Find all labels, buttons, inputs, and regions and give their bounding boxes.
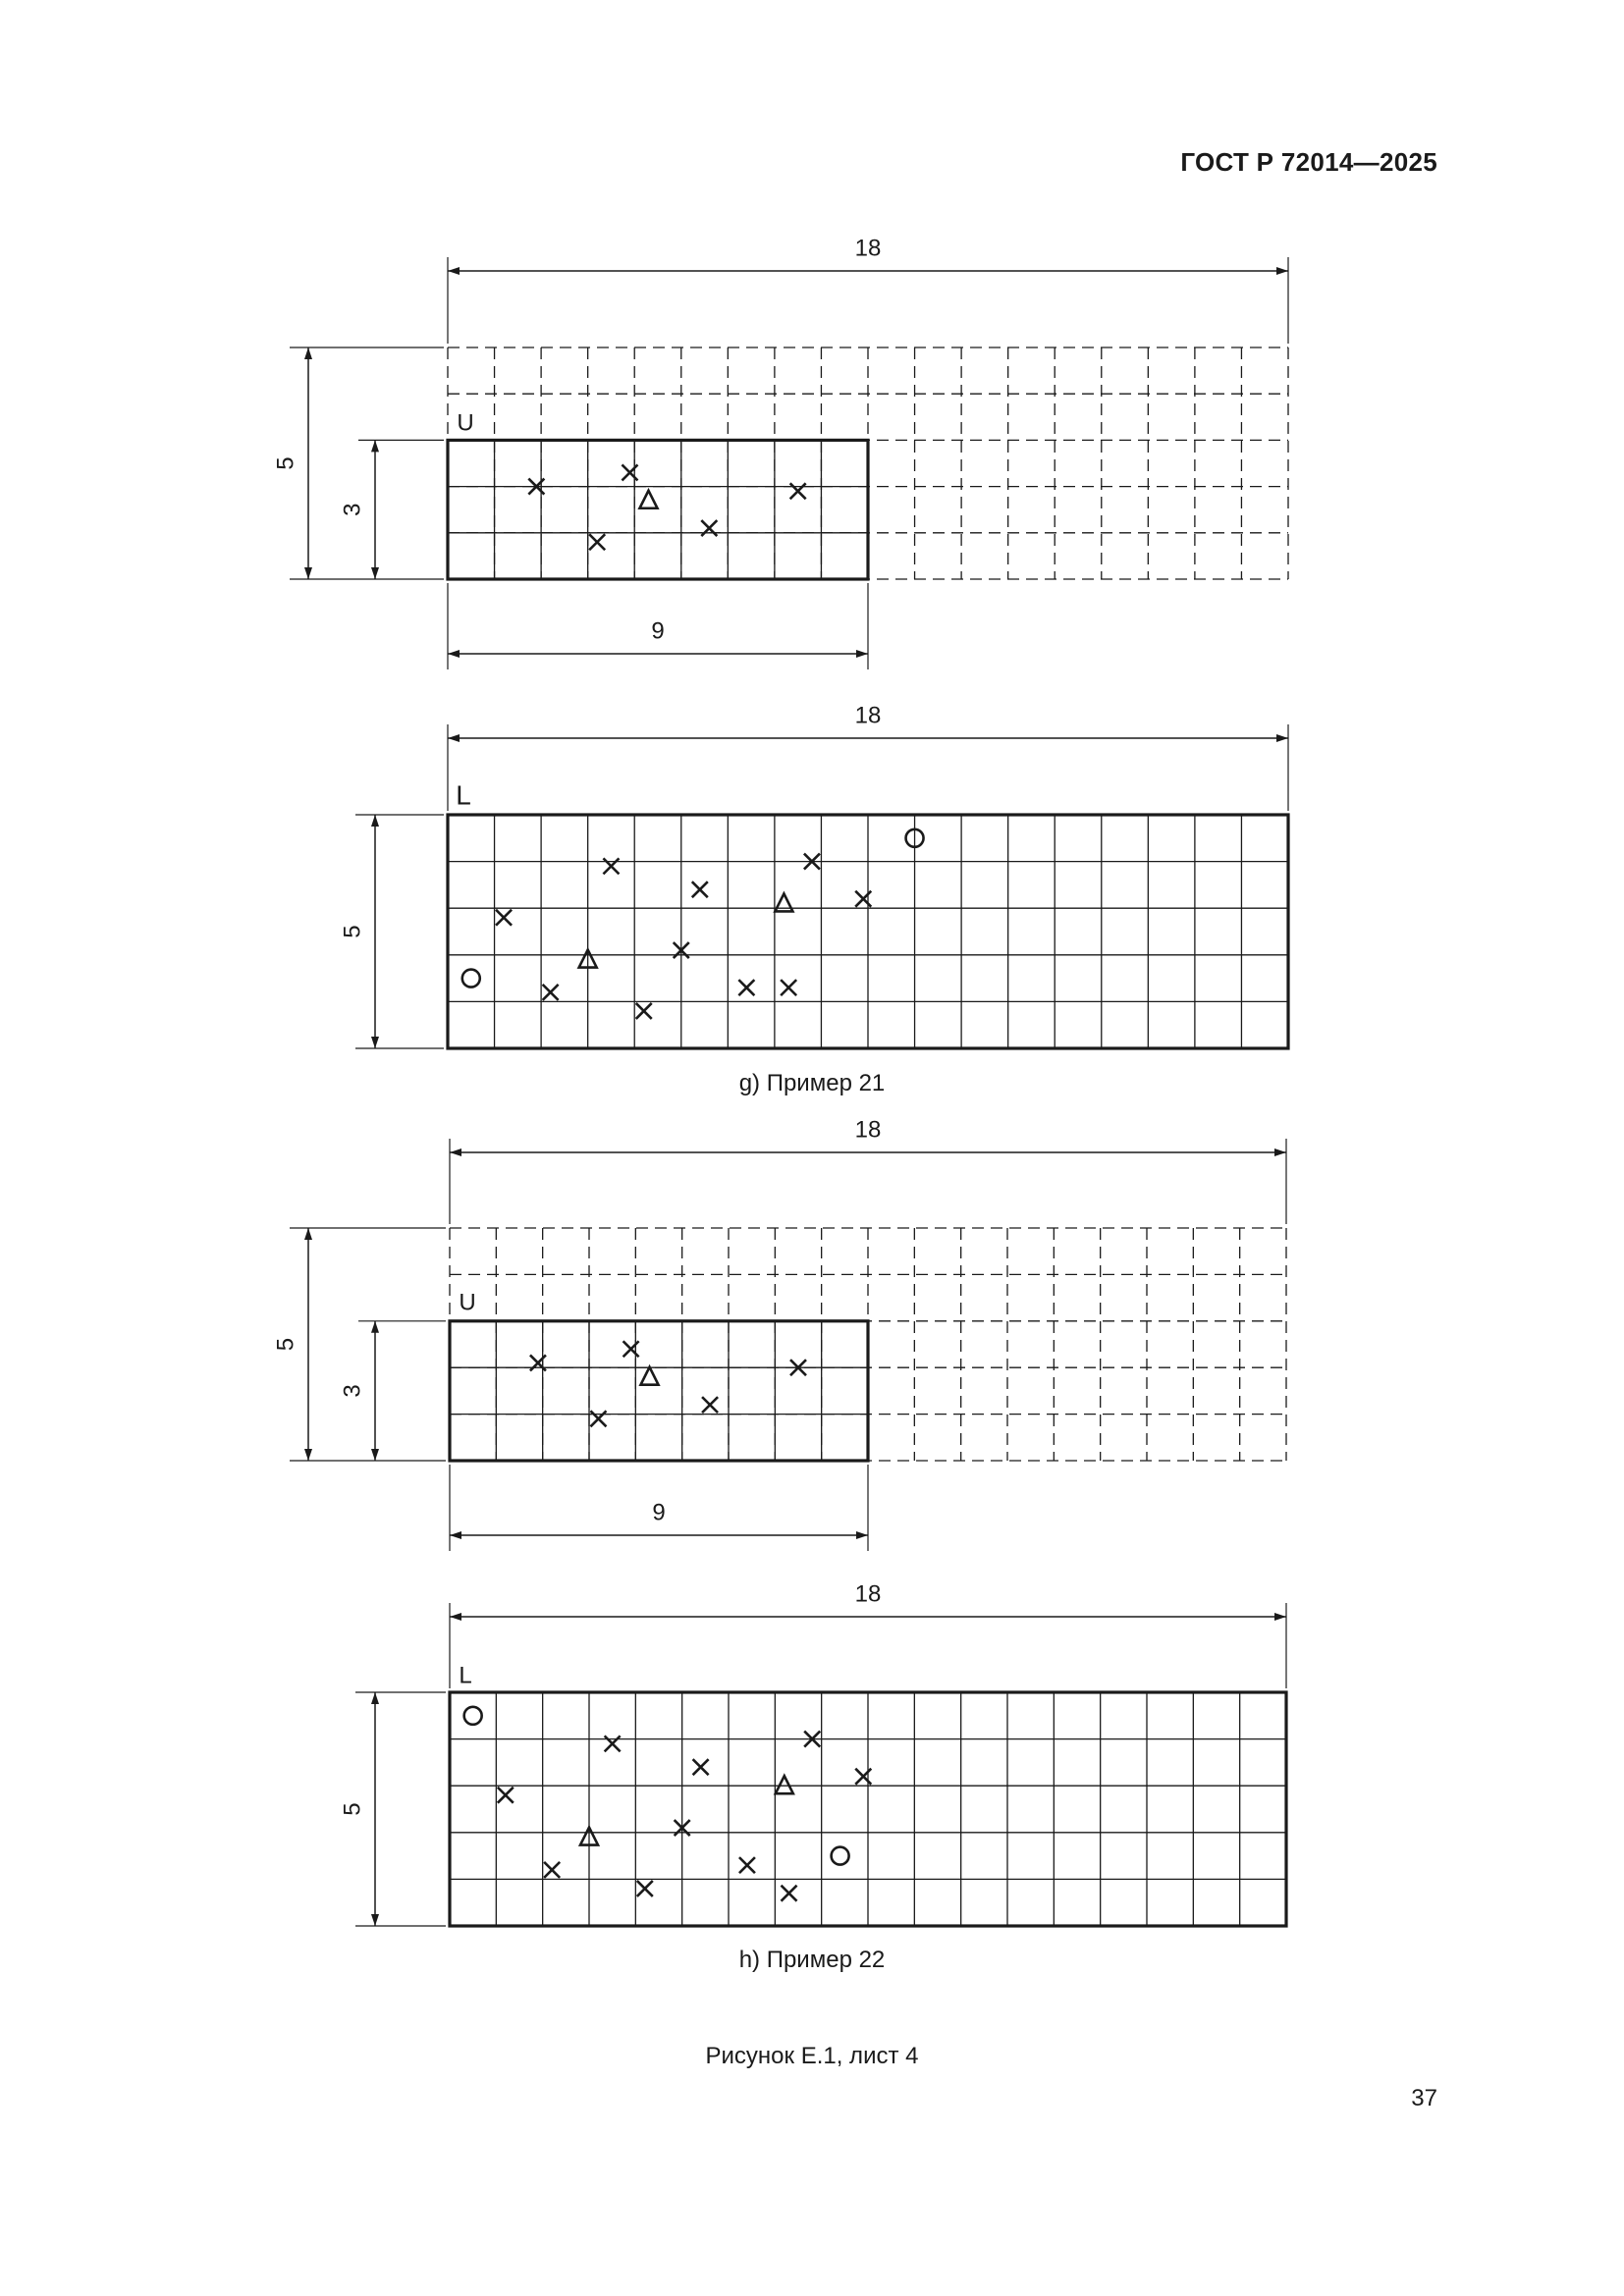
dim-height-total-label: 5 bbox=[272, 456, 299, 470]
grid-panel-3 bbox=[272, 1116, 1286, 1551]
triangle-mark bbox=[639, 491, 657, 508]
caption-example-22: h) Пример 22 bbox=[738, 1947, 886, 1973]
cross-mark bbox=[622, 464, 637, 480]
region-label-l: L bbox=[456, 779, 471, 811]
triangle-mark bbox=[776, 1776, 793, 1793]
dim-width-total-label: 18 bbox=[854, 235, 882, 262]
cross-mark bbox=[855, 1769, 871, 1785]
page-number: 37 bbox=[1411, 2085, 1437, 2111]
grid-panel-1 bbox=[272, 235, 1288, 669]
dim-width-total-label: 18 bbox=[854, 702, 882, 729]
dim-width-box-label: 9 bbox=[651, 617, 665, 645]
region-label-l: L bbox=[459, 1662, 472, 1689]
triangle-mark bbox=[641, 1367, 659, 1385]
dim-height-box-label: 3 bbox=[339, 503, 366, 516]
circle-mark bbox=[832, 1847, 849, 1865]
region-label-u: U bbox=[459, 1289, 476, 1316]
cross-mark bbox=[605, 1735, 621, 1751]
dim-width-total-label: 18 bbox=[854, 1116, 882, 1144]
cross-mark bbox=[692, 881, 708, 897]
cross-mark bbox=[693, 1759, 709, 1775]
figure-caption: Рисунок Е.1, лист 4 bbox=[705, 2043, 919, 2069]
circle-mark bbox=[464, 1707, 482, 1725]
cross-mark bbox=[701, 520, 717, 536]
cross-mark bbox=[590, 1411, 606, 1426]
cross-mark bbox=[782, 1886, 797, 1901]
dim-height-total-label: 5 bbox=[272, 1337, 299, 1352]
region-label-u: U bbox=[457, 409, 474, 437]
cross-mark bbox=[790, 483, 806, 499]
cross-mark bbox=[636, 1003, 652, 1019]
document-designation: ГОСТ Р 72014—2025 bbox=[1180, 147, 1437, 177]
selection-box bbox=[450, 1321, 868, 1461]
cross-mark bbox=[589, 534, 605, 550]
cross-mark bbox=[637, 1881, 653, 1896]
cross-mark bbox=[738, 980, 754, 995]
caption-example-21: g) Пример 21 bbox=[738, 1070, 886, 1096]
grid-panel-2 bbox=[339, 702, 1288, 1048]
cross-mark bbox=[544, 1862, 560, 1878]
cross-mark bbox=[623, 1341, 639, 1357]
dim-height-total-label: 5 bbox=[339, 925, 366, 938]
cross-mark bbox=[855, 891, 871, 907]
dim-height-box-label: 3 bbox=[339, 1384, 366, 1398]
circle-mark bbox=[462, 970, 480, 988]
cross-mark bbox=[603, 858, 619, 874]
selection-box bbox=[448, 440, 868, 579]
cross-mark bbox=[543, 985, 559, 1000]
cross-mark bbox=[530, 1355, 546, 1370]
cross-mark bbox=[702, 1397, 718, 1413]
dim-height-total-label: 5 bbox=[339, 1802, 366, 1816]
dim-width-total-label: 18 bbox=[854, 1580, 882, 1608]
cross-mark bbox=[498, 1788, 514, 1803]
cross-mark bbox=[496, 910, 512, 926]
cross-mark bbox=[739, 1857, 755, 1873]
dim-width-box-label: 9 bbox=[652, 1499, 666, 1526]
grid-panel-4 bbox=[339, 1580, 1286, 1926]
cross-mark bbox=[781, 980, 796, 995]
